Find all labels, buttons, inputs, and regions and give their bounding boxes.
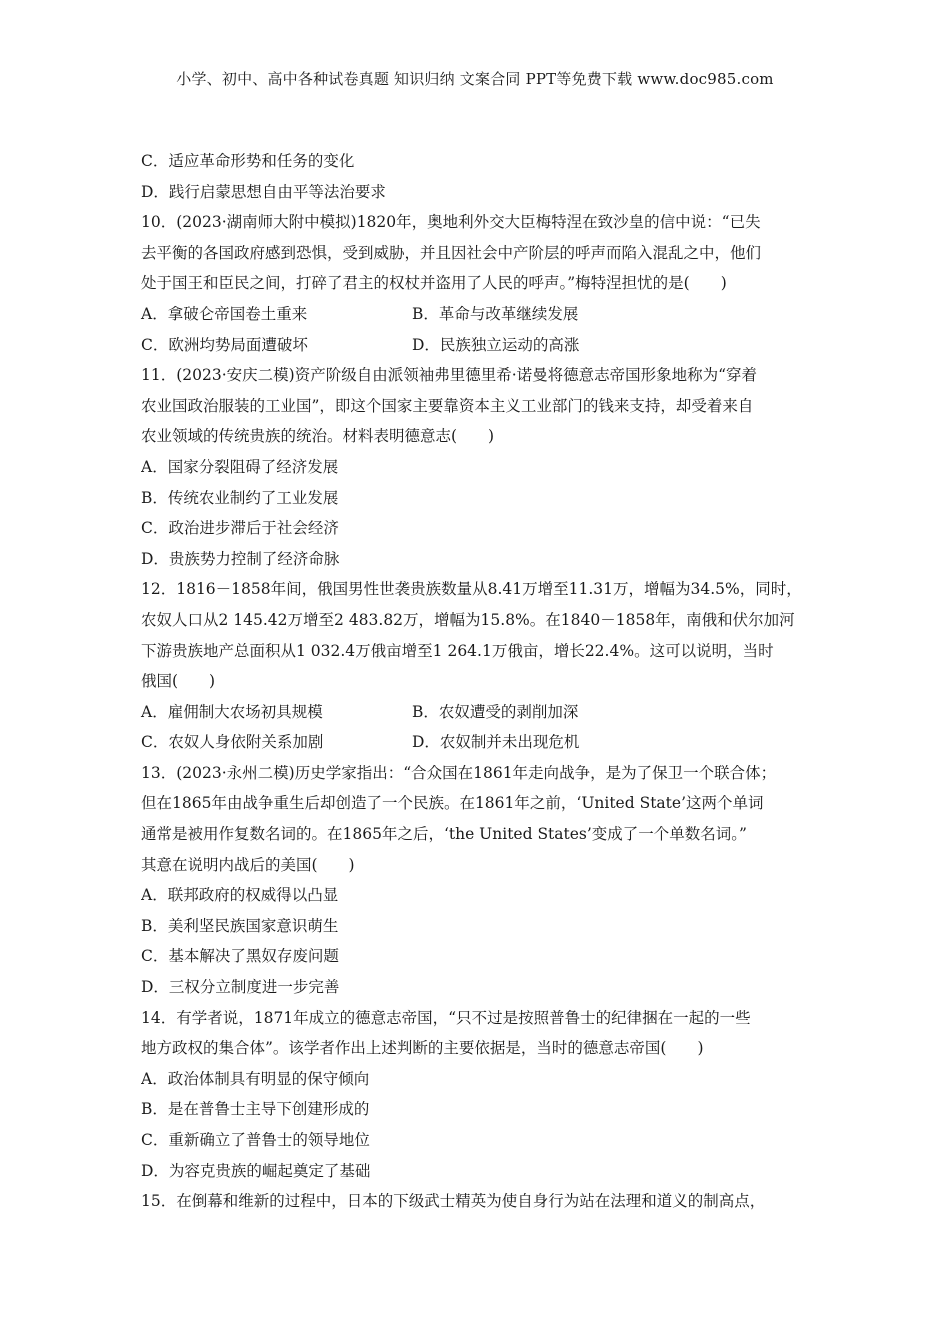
- page-header: 小学、初中、高中各种试卷真题 知识归纳 文案合同 PPT等免费下载 www.doc985.com: [176, 70, 774, 88]
- option-row: [141, 299, 817, 330]
- text-line: A．联邦政府的权威得以凸显: [141, 886, 339, 905]
- text-line: D．为容克贵族的崛起奠定了基础: [141, 1161, 371, 1180]
- text-line: 下游贵族地产总面积从1 032.4万俄亩增至1 264.1万俄亩，增长22.4%。这可以说明，当时: [141, 641, 774, 660]
- text-line: 地方政权的集合体”。该学者作出上述判断的主要依据是，当时的德意志帝国( ): [141, 1039, 704, 1058]
- text-line: 10．(2023·湖南师大附中模拟)1820年，奥地利外交大臣梅特涅在致沙皇的信中说：“已失: [141, 213, 761, 232]
- text-line: C．政治进步滞后于社会经济: [141, 519, 339, 538]
- option-text: B．农奴遭受的剥削加深: [412, 702, 579, 721]
- option-text: C．欧洲均势局面遭破坏: [141, 335, 308, 354]
- text-line: 15．在倒幕和维新的过程中，日本的下级武士精英为使自身行为站在法理和道义的制高点，: [141, 1192, 766, 1211]
- option-row: [141, 727, 817, 758]
- option-text: A．雇佣制大农场初具规模: [141, 702, 323, 721]
- option-row: [141, 697, 817, 728]
- text-line: D．践行启蒙思想自由平等法治要求: [141, 182, 386, 201]
- text-line: 通常是被用作复数名词的。在1865年之后，‘the United States’变成了一个单数名词。”: [141, 825, 747, 844]
- text-line: 其意在说明内战后的美国( ): [141, 855, 355, 874]
- document-body: [141, 146, 817, 1217]
- text-line: 但在1865年由战争重生后却创造了一个民族。在1861年之前，‘United State’这两个单词: [141, 794, 764, 813]
- text-line: 14．有学者说，1871年成立的德意志帝国，“只不过是按照普鲁士的纪律捆在一起的一些: [141, 1008, 751, 1027]
- text-line: B．是在普鲁士主导下创建形成的: [141, 1100, 370, 1119]
- text-line: 俄国( ): [141, 672, 216, 691]
- text-line: 农业国政治服装的工业国”，即这个国家主要靠资本主义工业部门的钱来支持，却受着来自: [141, 396, 754, 415]
- text-line: 农奴人口从2 145.42万增至2 483.82万，增幅为15.8%。在1840－1858年，南俄和伏尔加河: [141, 610, 795, 629]
- text-line: 13．(2023·永州二模)历史学家指出：“合众国在1861年走向战争，是为了保卫一个联合体；: [141, 763, 777, 782]
- text-line: A．国家分裂阻碍了经济发展: [141, 457, 339, 476]
- text-line: D．贵族势力控制了经济命脉: [141, 549, 340, 568]
- option-text: D．农奴制并未出现危机: [412, 733, 580, 752]
- text-line: 处于国王和臣民之间，打碎了君主的权杖并盗用了人民的呼声。”梅特涅担忧的是( ): [141, 274, 727, 293]
- option-text: A．拿破仑帝国卷土重来: [141, 304, 308, 323]
- option-row: [141, 330, 817, 361]
- option-text: C．农奴人身依附关系加剧: [141, 733, 324, 752]
- text-line: B．美利坚民族国家意识萌生: [141, 916, 339, 935]
- text-line: 去平衡的各国政府感到恐惧，受到威胁，并且因社会中产阶层的呼声而陷入混乱之中，他们: [141, 243, 762, 262]
- option-text: D．民族独立运动的高涨: [412, 335, 580, 354]
- text-line: 11．(2023·安庆二模)资产阶级自由派领袖弗里德里希·诺曼将德意志帝国形象地称为“穿着: [141, 366, 758, 385]
- text-line: 12．1816－1858年间，俄国男性世袭贵族数量从8.41万增至11.31万，增幅为34.5%，同时，: [141, 580, 802, 599]
- text-line: B．传统农业制约了工业发展: [141, 488, 339, 507]
- text-line: D．三权分立制度进一步完善: [141, 978, 340, 997]
- text-line: C．基本解决了黑奴存废问题: [141, 947, 339, 966]
- text-line: A．政治体制具有明显的保守倾向: [141, 1069, 370, 1088]
- text-line: C．适应革命形势和任务的变化: [141, 152, 355, 170]
- option-text: B．革命与改革继续发展: [412, 304, 579, 323]
- text-line: 农业领域的传统贵族的统治。材料表明德意志( ): [141, 427, 495, 446]
- text-line: C．重新确立了普鲁士的领导地位: [141, 1131, 370, 1149]
